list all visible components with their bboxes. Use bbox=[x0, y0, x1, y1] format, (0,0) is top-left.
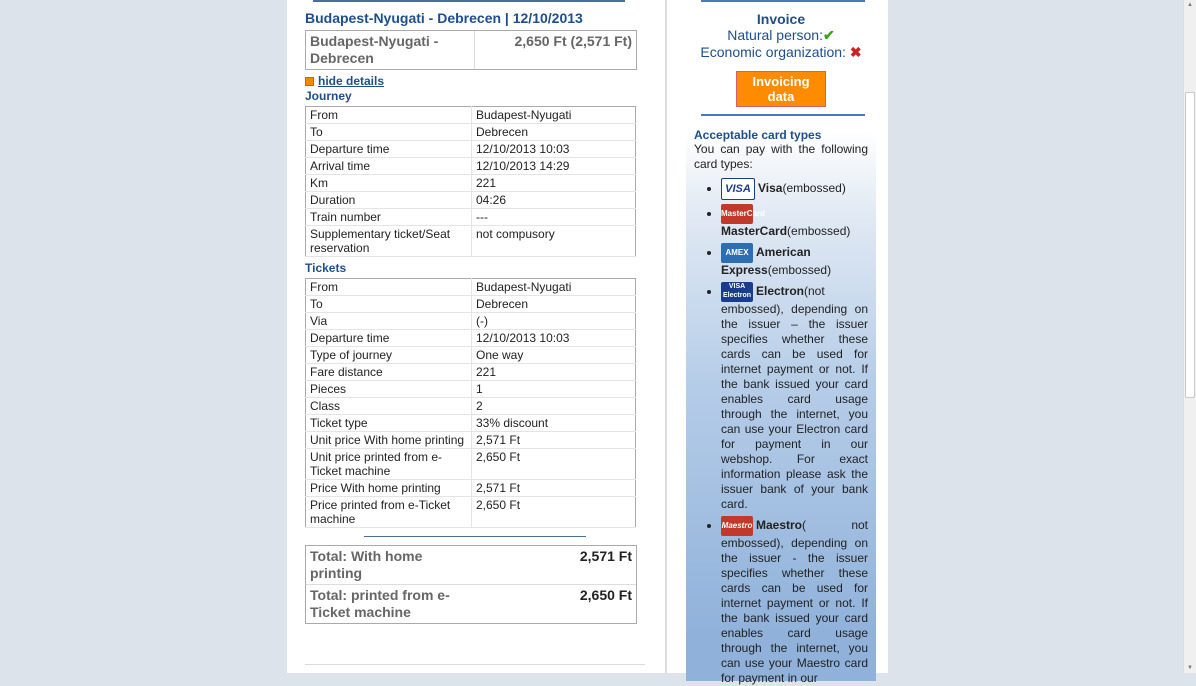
card-types-panel bbox=[686, 121, 876, 685]
hide-details-row bbox=[305, 74, 641, 88]
total-row bbox=[306, 546, 636, 585]
table-row bbox=[306, 398, 636, 415]
card-type-item bbox=[721, 243, 868, 278]
row-label: Unit price With home printing bbox=[306, 432, 472, 449]
table-row bbox=[306, 364, 636, 381]
row-label: From bbox=[306, 107, 472, 124]
tickets-section-title: Tickets bbox=[305, 261, 347, 275]
collapse-icon[interactable] bbox=[305, 77, 314, 86]
invoice-title: Invoice bbox=[756, 11, 806, 27]
row-value: Debrecen bbox=[472, 296, 636, 313]
natural-person-row bbox=[686, 27, 876, 44]
scroll-up-arrow-icon[interactable]: ▲ bbox=[1187, 2, 1193, 8]
card-name: MasterCard bbox=[721, 224, 788, 238]
total-row bbox=[306, 585, 636, 623]
total-label: Total: printed from e-Ticket machine bbox=[310, 587, 450, 620]
vertical-scrollbar[interactable] bbox=[1183, 0, 1196, 673]
table-row bbox=[306, 209, 636, 226]
row-value: 2 bbox=[472, 398, 636, 415]
row-value: (-) bbox=[472, 313, 636, 330]
row-label: Price printed from e-Ticket machine bbox=[306, 497, 472, 528]
row-value: 1 bbox=[472, 381, 636, 398]
natural-person-label: Natural person: bbox=[727, 27, 823, 43]
total-value: 2,571 Ft bbox=[579, 548, 632, 564]
row-value: 2,571 Ft bbox=[472, 480, 636, 497]
journey-summary bbox=[305, 30, 637, 70]
row-value: 221 bbox=[472, 175, 636, 192]
card-type-item bbox=[721, 178, 868, 200]
maestro-logo-icon: Maestro bbox=[721, 516, 753, 536]
mastercard-logo-icon: MasterCard bbox=[721, 204, 753, 224]
table-row bbox=[306, 330, 636, 347]
column-divider bbox=[665, 0, 667, 673]
row-label: Ticket type bbox=[306, 415, 472, 432]
table-row bbox=[306, 226, 636, 257]
visa-logo-icon: VISA bbox=[721, 178, 755, 200]
table-row bbox=[306, 313, 636, 330]
economic-org-label: Economic organization: bbox=[700, 44, 846, 60]
table-row bbox=[306, 296, 636, 313]
summary-route: Budapest-Nyugati - Debrecen bbox=[306, 31, 475, 69]
table-row bbox=[306, 415, 636, 432]
row-label: To bbox=[306, 124, 472, 141]
journey-column bbox=[305, 0, 641, 624]
row-value: 221 bbox=[472, 364, 636, 381]
card-description: (not embossed), depending on the issuer – the issuer specifies whether these cards can be used for internet payment or not. If the bank issued your card enables card usage through the internet, you can use your Electron card for payment in our webshop. For exact information please ask the issuer bank of your bank card. bbox=[721, 284, 868, 511]
card-types-list bbox=[694, 178, 868, 686]
card-types-title: Acceptable card types bbox=[694, 128, 822, 142]
row-value: 12/10/2013 14:29 bbox=[472, 158, 636, 175]
table-row bbox=[306, 480, 636, 497]
totals-box bbox=[305, 545, 637, 624]
table-row bbox=[306, 141, 636, 158]
row-value: Budapest-Nyugati bbox=[472, 107, 636, 124]
table-row bbox=[306, 347, 636, 364]
row-label: Duration bbox=[306, 192, 472, 209]
journey-table bbox=[305, 106, 636, 257]
table-row bbox=[306, 175, 636, 192]
card-description: ( not embossed), depending on the issuer - the issuer specifies whether these cards can be used for internet payment or not. If the bank issued your card enables card usage through the internet, you can use your Maestro card for payment in our bbox=[721, 518, 868, 685]
row-label: From bbox=[306, 279, 472, 296]
table-row bbox=[306, 158, 636, 175]
invoice-top-rule bbox=[701, 0, 865, 2]
row-label: Fare distance bbox=[306, 364, 472, 381]
row-value: not compusory bbox=[472, 226, 636, 257]
table-row bbox=[306, 192, 636, 209]
table-row bbox=[306, 432, 636, 449]
scroll-thumb[interactable] bbox=[1185, 92, 1195, 398]
page-content bbox=[287, 0, 888, 685]
row-value: 12/10/2013 10:03 bbox=[472, 141, 636, 158]
card-types-intro: You can pay with the following card types: bbox=[694, 142, 868, 171]
invoice-bottom-rule bbox=[701, 114, 865, 116]
check-icon: ✔ bbox=[822, 27, 835, 43]
row-value: 12/10/2013 10:03 bbox=[472, 330, 636, 347]
row-label: Pieces bbox=[306, 381, 472, 398]
table-row bbox=[306, 449, 636, 480]
row-label: Unit price printed from e-Ticket machine bbox=[306, 449, 472, 480]
card-type-item bbox=[721, 282, 868, 512]
top-rule bbox=[313, 0, 625, 2]
row-value: 33% discount bbox=[472, 415, 636, 432]
row-value: 2,571 Ft bbox=[472, 432, 636, 449]
table-row bbox=[306, 124, 636, 141]
row-value: 2,650 Ft bbox=[472, 449, 636, 480]
row-value: Debrecen bbox=[472, 124, 636, 141]
row-label: Type of journey bbox=[306, 347, 472, 364]
card-type-item bbox=[721, 516, 868, 686]
electron-logo-icon: VISA Electron bbox=[721, 282, 753, 302]
card-name: American Express bbox=[721, 245, 811, 277]
row-label: Supplementary ticket/Seat reservation bbox=[306, 226, 472, 257]
row-label: Via bbox=[306, 313, 472, 330]
card-description: (embossed) bbox=[767, 263, 832, 277]
card-description: (embossed) bbox=[782, 181, 846, 196]
summary-price: 2,650 Ft (2,571 Ft) bbox=[514, 33, 632, 49]
card-description: (embossed) bbox=[787, 224, 851, 238]
row-value: --- bbox=[472, 209, 636, 226]
row-value: 2,650 Ft bbox=[472, 497, 636, 528]
card-name: Visa bbox=[758, 181, 783, 196]
table-row bbox=[306, 381, 636, 398]
sidebar bbox=[686, 0, 876, 685]
row-label: Class bbox=[306, 398, 472, 415]
table-row bbox=[306, 279, 636, 296]
hide-details-link[interactable]: hide details bbox=[318, 74, 385, 88]
row-label: Departure time bbox=[306, 141, 472, 158]
row-label: Km bbox=[306, 175, 472, 192]
journey-section-title: Journey bbox=[305, 89, 352, 103]
row-value: 04:26 bbox=[472, 192, 636, 209]
economic-org-row bbox=[686, 44, 876, 61]
card-name: Maestro bbox=[756, 518, 803, 533]
card-type-item bbox=[721, 204, 868, 239]
row-label: To bbox=[306, 296, 472, 313]
row-value: Budapest-Nyugati bbox=[472, 279, 636, 296]
tickets-table bbox=[305, 278, 636, 528]
table-row bbox=[306, 497, 636, 528]
total-value: 2,650 Ft bbox=[579, 587, 632, 603]
amex-logo-icon: AMEX bbox=[721, 243, 753, 263]
row-label: Price With home printing bbox=[306, 480, 472, 497]
row-label: Train number bbox=[306, 209, 472, 226]
table-row bbox=[306, 107, 636, 124]
row-label: Departure time bbox=[306, 330, 472, 347]
separator-rule bbox=[364, 536, 586, 537]
row-label: Arrival time bbox=[306, 158, 472, 175]
bottom-rule bbox=[305, 664, 645, 665]
scroll-down-arrow-icon[interactable]: ▼ bbox=[1187, 665, 1193, 671]
journey-title: Budapest-Nyugati - Debrecen | 12/10/2013 bbox=[305, 10, 583, 26]
total-label: Total: With home printing bbox=[310, 548, 423, 581]
card-name: Electron bbox=[756, 284, 805, 299]
cross-icon: ✖ bbox=[849, 44, 862, 60]
row-value: One way bbox=[472, 347, 636, 364]
invoicing-data-button[interactable]: Invoicing data bbox=[736, 71, 826, 107]
